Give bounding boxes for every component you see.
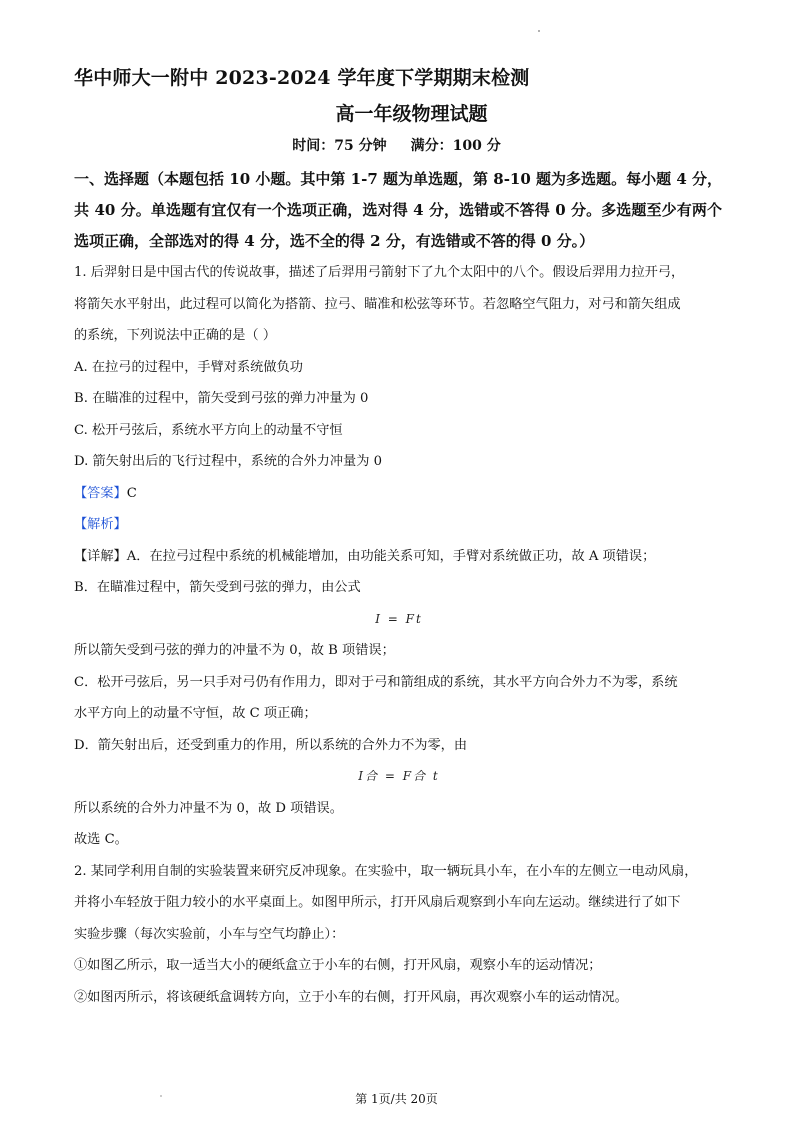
q1-option-c: C. 松开弓弦后，系统水平方向上的动量不守恒 (74, 422, 343, 438)
q1-detail-b1: B．在瞄准过程中，箭矢受到弓弦的弹力，由公式 (74, 580, 361, 595)
q1-detail-a (74, 541, 724, 573)
detail-tag: 【详解】 (74, 548, 127, 564)
formula-net-impulse: I合 = F合 t (358, 769, 440, 783)
q2-stem-line: 实验步骤（每次实验前，小车与空气均静止）： (74, 926, 345, 942)
detail-a-text: A．在拉弓过程中系统的机械能增加，由功能关系可知，手臂对系统做正功，故 A 项错误； (126, 548, 656, 564)
q1-detail-d2: 所以系统的合外力冲量不为 0，故 D 项错误。 (74, 800, 343, 816)
exam-title: 华中师大一附中 2023-2024 学年度下学期期末检测 (74, 67, 530, 89)
q1-detail-b2: 所以箭矢受到弓弦的弹力的冲量不为 0，故 B 项错误； (74, 643, 395, 658)
q1-analysis (74, 509, 724, 541)
q1-option-d: D. 箭矢射出后的飞行过程中，系统的合外力冲量为 0 (74, 454, 383, 469)
q2-step-2: ②如图丙所示，将该硬纸盒调转方向，立于小车的右侧，打开风扇，再次观察小车的运动情况。 (74, 989, 628, 1005)
section-heading: 一、选择题（本题包括 10 小题。其中第 1-7 题为单选题，第 8-10 题为多选题。每小题 4 分，共 40 分。单选题有宜仅有一个选项正确，选对得 4 分，选错或不答得 0 分。多选题至少有两个选项正确，全部选对的得 4 分，选不全的得 2 分，有选错或不答的得 0 分。） (74, 170, 722, 250)
q1-option-a: A. 在拉弓的过程中，手臂对系统做负功 (74, 359, 303, 375)
q1-stem-line: 的系统，下列说法中正确的是（ ） (74, 328, 277, 343)
q2-step-1: ①如图乙所示，取一适当大小的硬纸盒立于小车的右侧，打开风扇，观察小车的运动情况； (74, 958, 602, 973)
q1-detail-c1: C．松开弓弦后，另一只手对弓仍有作用力，即对于弓和箭组成的系统，其水平方向合外力不为零，系统 (74, 674, 678, 690)
q1-detail-c2: 水平方向上的动量不守恒，故 C 项正确； (74, 706, 317, 721)
exam-subtitle: 高一年级物理试题 (335, 103, 488, 125)
time-info: 时间：75 分钟 (292, 138, 387, 154)
formula-impulse: I = Ft (375, 611, 423, 626)
score-info: 满分：100 分 (410, 138, 501, 154)
q2-stem-line: 并将小车轻放于阻力较小的水平桌面上。如图甲所示，打开风扇后观察到小车向左运动。继续进行了如下 (74, 895, 681, 910)
q1-conclusion: 故选 C。 (74, 832, 128, 847)
exam-time-score (0, 135, 793, 155)
q1-answer (74, 478, 724, 510)
q1-option-b: B. 在瞄准的过程中，箭矢受到弓弦的弹力冲量为 0 (74, 391, 369, 406)
q1-detail-d1: D．箭矢射出后，还受到重力的作用，所以系统的合外力不为零，由 (74, 737, 468, 753)
question-content (74, 257, 724, 1013)
answer-value: C (126, 485, 137, 501)
scan-speck (538, 30, 540, 32)
q1-stem-line: 将箭矢水平射出，此过程可以简化为搭箭、拉弓、瞄准和松弦等环节。若忽略空气阻力，对弓和箭矢组成 (74, 296, 681, 312)
q1-stem-line: 1. 后羿射日是中国古代的传说故事，描述了后羿用弓箭射下了九个太阳中的八个。假设后羿用力拉开弓， (74, 265, 685, 280)
q2-stem-line: 2. 某同学利用自制的实验装置来研究反冲现象。在实验中，取一辆玩具小车，在小车的左侧立一电动风扇， (74, 863, 698, 879)
answer-tag: 【答案】 (74, 485, 127, 501)
analysis-tag: 【解析】 (74, 517, 127, 532)
page-number: 第 1页/共 20页 (355, 1092, 438, 1106)
